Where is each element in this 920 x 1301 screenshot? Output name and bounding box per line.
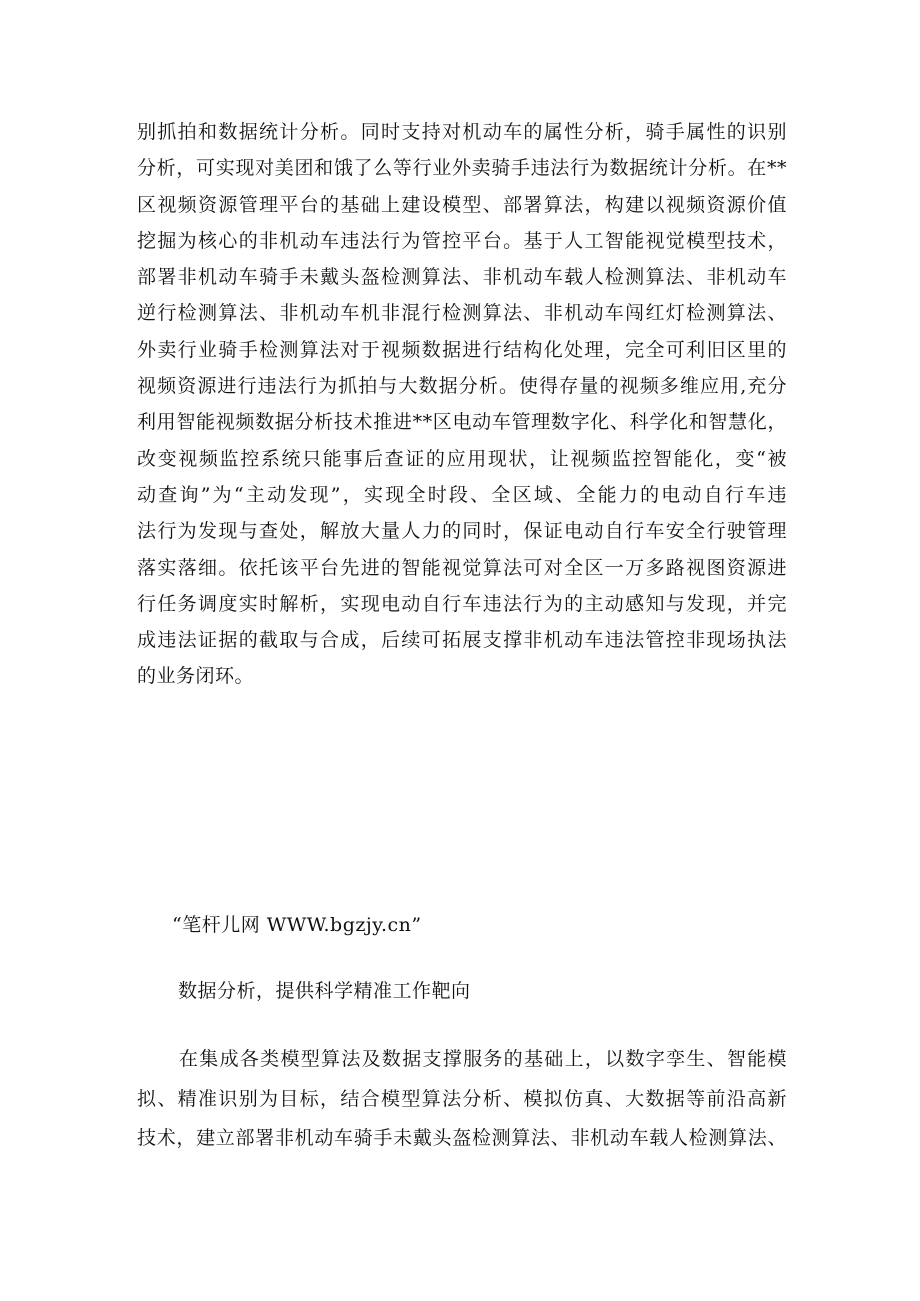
paragraph-line: 部署非机动车骑手未戴头盔检测算法、非机动车载人检测算法、非机动车 xyxy=(137,266,787,289)
paragraph-line: 别抓拍和数据统计分析。同时支持对机动车的属性分析，骑手属性的识别 xyxy=(137,121,787,143)
paragraph-line: 的业务闭环。 xyxy=(137,665,255,688)
paragraph-line: 挖掘为核心的非机动车违法行为管控平台。基于人工智能视觉模型技术， xyxy=(137,229,787,252)
watermark-text: “笔杆儿网 WWW.bgzjy.cn” xyxy=(172,914,422,936)
paragraph-line: 成违法证据的截取与合成，后续可拓展支撑非机动车违法管控非现场执法 xyxy=(137,629,787,652)
paragraph-line: 拟、精准识别为目标，结合模型算法分析、模拟仿真、大数据等前沿高新 xyxy=(137,1087,787,1110)
paragraph-line: 利用智能视频数据分析技术推进**区电动车管理数字化、科学化和智慧化， xyxy=(137,411,787,434)
paragraph-line: 法行为发现与查处，解放大量人力的同时，保证电动自行车安全行驶管理 xyxy=(137,520,787,543)
paragraph-line: 视频资源进行违法行为抓拍与大数据分析。使得存量的视频多维应用,充分 xyxy=(137,375,787,398)
paragraph-line: 动查询”为“主动发现”，实现全时段、全区域、全能力的电动自行车违 xyxy=(137,483,787,506)
paragraph-line: 外卖行业骑手检测算法对于视频数据进行结构化处理，完全可利旧区里的 xyxy=(137,338,787,361)
paragraph-line: 改变视频监控系统只能事后查证的应用现状，让视频监控智能化，变“被 xyxy=(137,447,787,470)
paragraph-line: 区视频资源管理平台的基础上建设模型、部署算法，构建以视频资源价值 xyxy=(137,193,787,216)
paragraph-line: 逆行检测算法、非机动车机非混行检测算法、非机动车闯红灯检测算法、 xyxy=(137,302,787,325)
section-heading: 数据分析，提供科学精准工作靶向 xyxy=(178,980,471,1002)
body-paragraph-2 xyxy=(137,1040,787,1159)
paragraph-line: 分析，可实现对美团和饿了么等行业外卖骑手违法行为数据统计分析。在** xyxy=(137,157,787,180)
paragraph-line: 技术，建立部署非机动车骑手未戴头盔检测算法、非机动车载人检测算法、 xyxy=(137,1127,787,1149)
paragraph-line: 落实落细。依托该平台先进的智能视觉算法可对全区一万多路视图资源进 xyxy=(137,556,787,579)
paragraph-line: 在集成各类模型算法及数据支撑服务的基础上，以数字孪生、智能模 xyxy=(179,1048,787,1070)
paragraph-line: 行任务调度实时解析，实现电动自行车违法行为的主动感知与发现，并完 xyxy=(137,592,787,615)
body-paragraph xyxy=(137,114,787,695)
